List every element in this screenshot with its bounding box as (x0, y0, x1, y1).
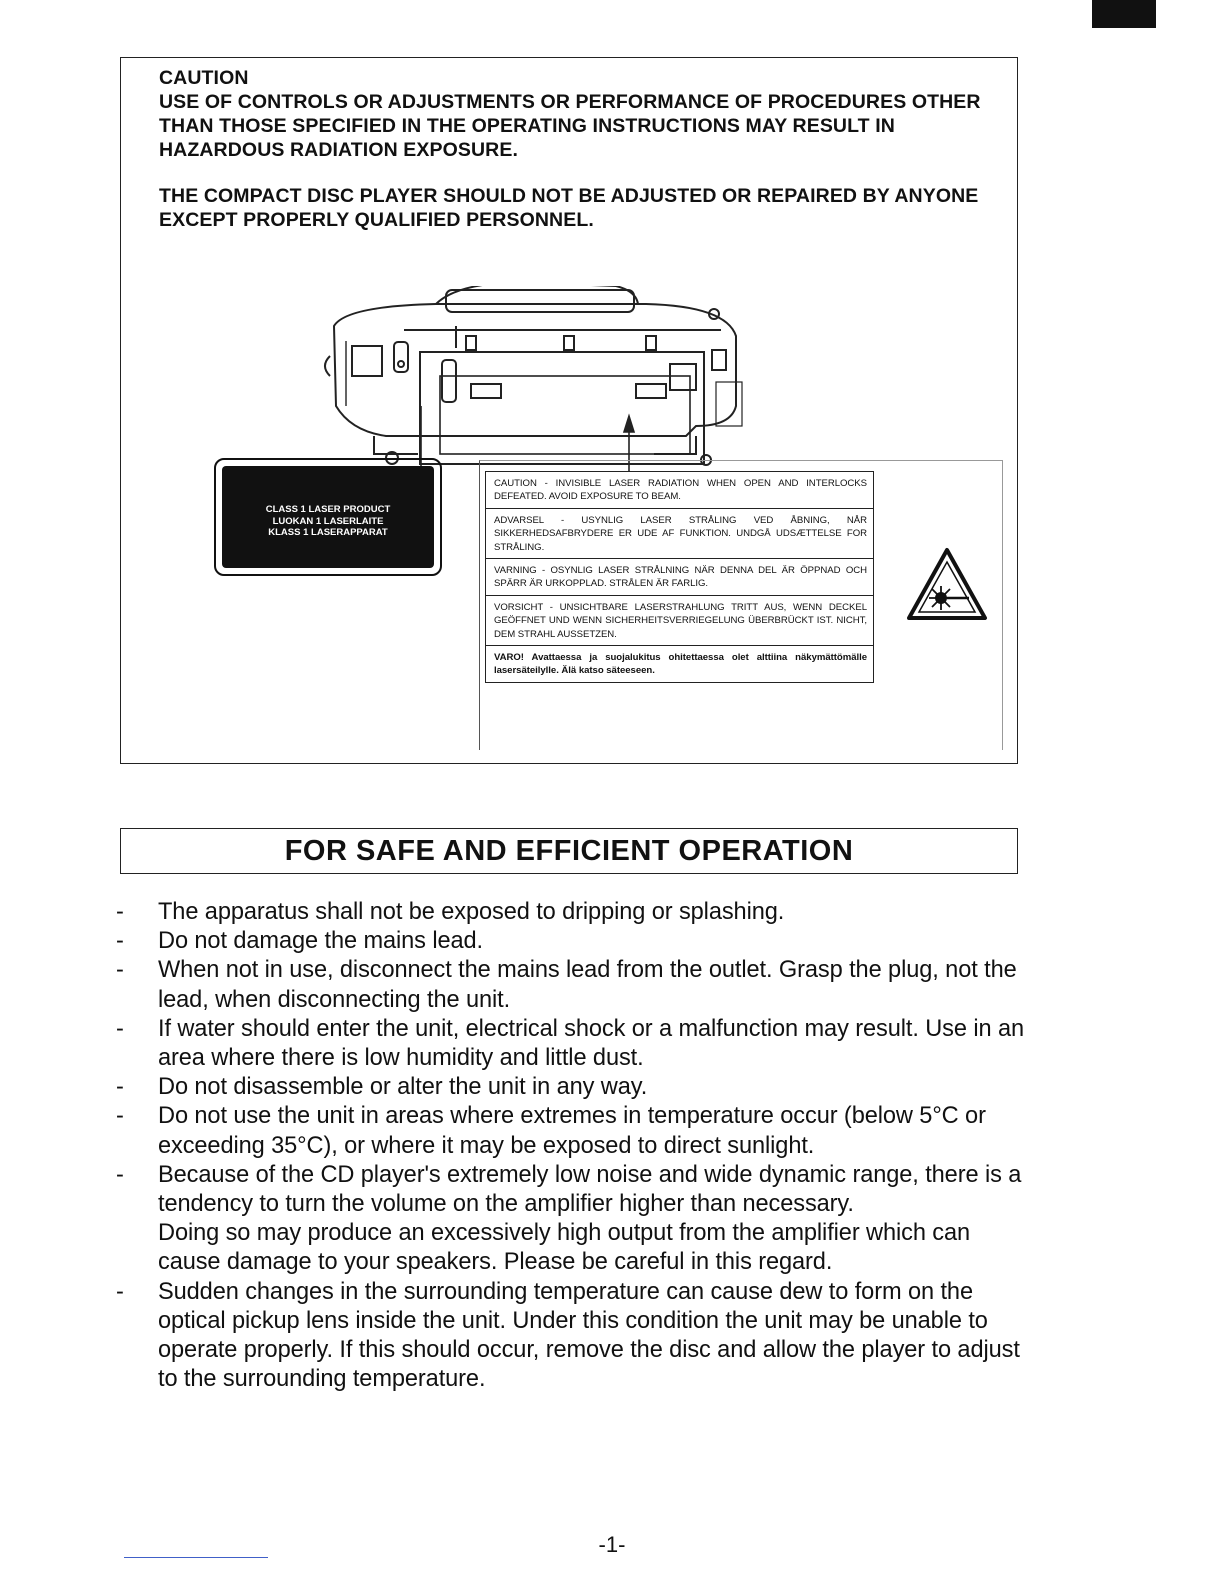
list-item: - When not in use, disconnect the mains lead from the outlet. Grasp the plug, not the lead, when disconnecting the unit. (116, 957, 1017, 1013)
warning-row-varning: VARNING - OSYNLIG LASER STRÅLNING NÄR DENNA DEL ÄR ÖPPNAD OCH SPÄRR ÄR URKOPPLAD. STRÅLEN ÄR FARLIG. (486, 559, 873, 596)
class-label-text (222, 466, 434, 568)
list-item: - Do not use the unit in areas where extremes in temperature occur (below 5°C or exceeding 35°C), or where it may be exposed to direct sunlight. (116, 1103, 986, 1159)
bullet-dash: - (116, 1074, 124, 1101)
list-item: - Sudden changes in the surrounding temperature can cause dew to form on the optical pickup lens inside the unit. Under this condition the unit may be unable to operate properly. If this should occur, remove the disc and allow the player to adjust to the surrounding temperature. (116, 1278, 1020, 1393)
bullet-dash: - (116, 957, 124, 984)
list-item: - Do not damage the mains lead. (116, 927, 1026, 956)
class-1-laser-label (214, 458, 442, 576)
bullet-dash: - (116, 1015, 124, 1042)
warning-row-vorsicht: VORSICHT - UNSICHTBARE LASERSTRAHLUNG TRITT AUS, WENN DECKEL GEÖFFNET UND WENN SICHERHEITSVERRIEGELUNG ÜBERBRÜCKT IST. NICHT, DEM STRAHL AUSSETZEN. (486, 596, 873, 646)
section-header: FOR SAFE AND EFFICIENT OPERATION (120, 828, 1018, 874)
laser-warning-table (485, 471, 874, 683)
list-item: - Because of the CD player's extremely low noise and wide dynamic range, there is a tendency to turn the volume on the amplifier higher than necessary. Doing so may produce an excessively high output from the amplifier which can cause damage to your speakers. Please be careful in this regard. (116, 1161, 1022, 1276)
bullet-dash: - (116, 1278, 124, 1305)
page-corner-mark (1092, 0, 1156, 28)
list-item: - Do not disassemble or alter the unit in any way. (116, 1073, 1026, 1102)
list-item: - If water should enter the unit, electrical shock or a malfunction may result. Use in an area where there is low humidity and little dust. (116, 1015, 1024, 1072)
footer-rule (124, 1557, 268, 1558)
bullet-dash: - (116, 899, 124, 925)
safety-instructions-list (116, 898, 1026, 1394)
caution-title: CAUTION (159, 67, 249, 89)
caution-box (120, 57, 1018, 764)
class-label-line-3: KLASS 1 LASERAPPARAT (268, 527, 388, 538)
bullet-dash: - (116, 1161, 124, 1188)
bullet-dash: - (116, 1103, 124, 1130)
caution-paragraph-2: THE COMPACT DISC PLAYER SHOULD NOT BE ADJUSTED OR REPAIRED BY ANYONE EXCEPT PROPERLY QUALIFIED PERSONNEL. (159, 185, 979, 231)
laser-hazard-icon (905, 546, 989, 622)
class-label-line-1: CLASS 1 LASER PRODUCT (265, 504, 391, 515)
list-item: - The apparatus shall not be exposed to dripping or splashing. (116, 898, 1026, 927)
bullet-dash: - (116, 928, 124, 955)
class-label-line-2: LUOKAN 1 LASERLAITE (272, 515, 384, 527)
warning-row-advarsel: ADVARSEL - USYNLIG LASER STRÅLING VED ÅBNING, NÅR SIKKERHEDSAFBRYDERE ER UDE AF FUNKTION. UNDGÅ UDSÆTTELSE FOR STRÅLING. (486, 509, 873, 559)
warning-row-caution: CAUTION - INVISIBLE LASER RADIATION WHEN OPEN AND INTERLOCKS DEFEATED. AVOID EXPOSURE TO BEAM. (486, 472, 873, 509)
warning-row-varo: VARO! Avattaessa ja suojalukitus ohitettaessa olet alttiina näkymättömälle lasersäteilylle. Älä katso säteeseen. (494, 652, 867, 677)
caution-paragraph-1: USE OF CONTROLS OR ADJUSTMENTS OR PERFORMANCE OF PROCEDURES OTHER THAN THOSE SPECIFIED IN THE OPERATING INSTRUCTIONS MAY RESULT IN HAZARDOUS RADIATION EXPOSURE. (159, 91, 981, 161)
page-number: -1- (598, 1532, 626, 1557)
